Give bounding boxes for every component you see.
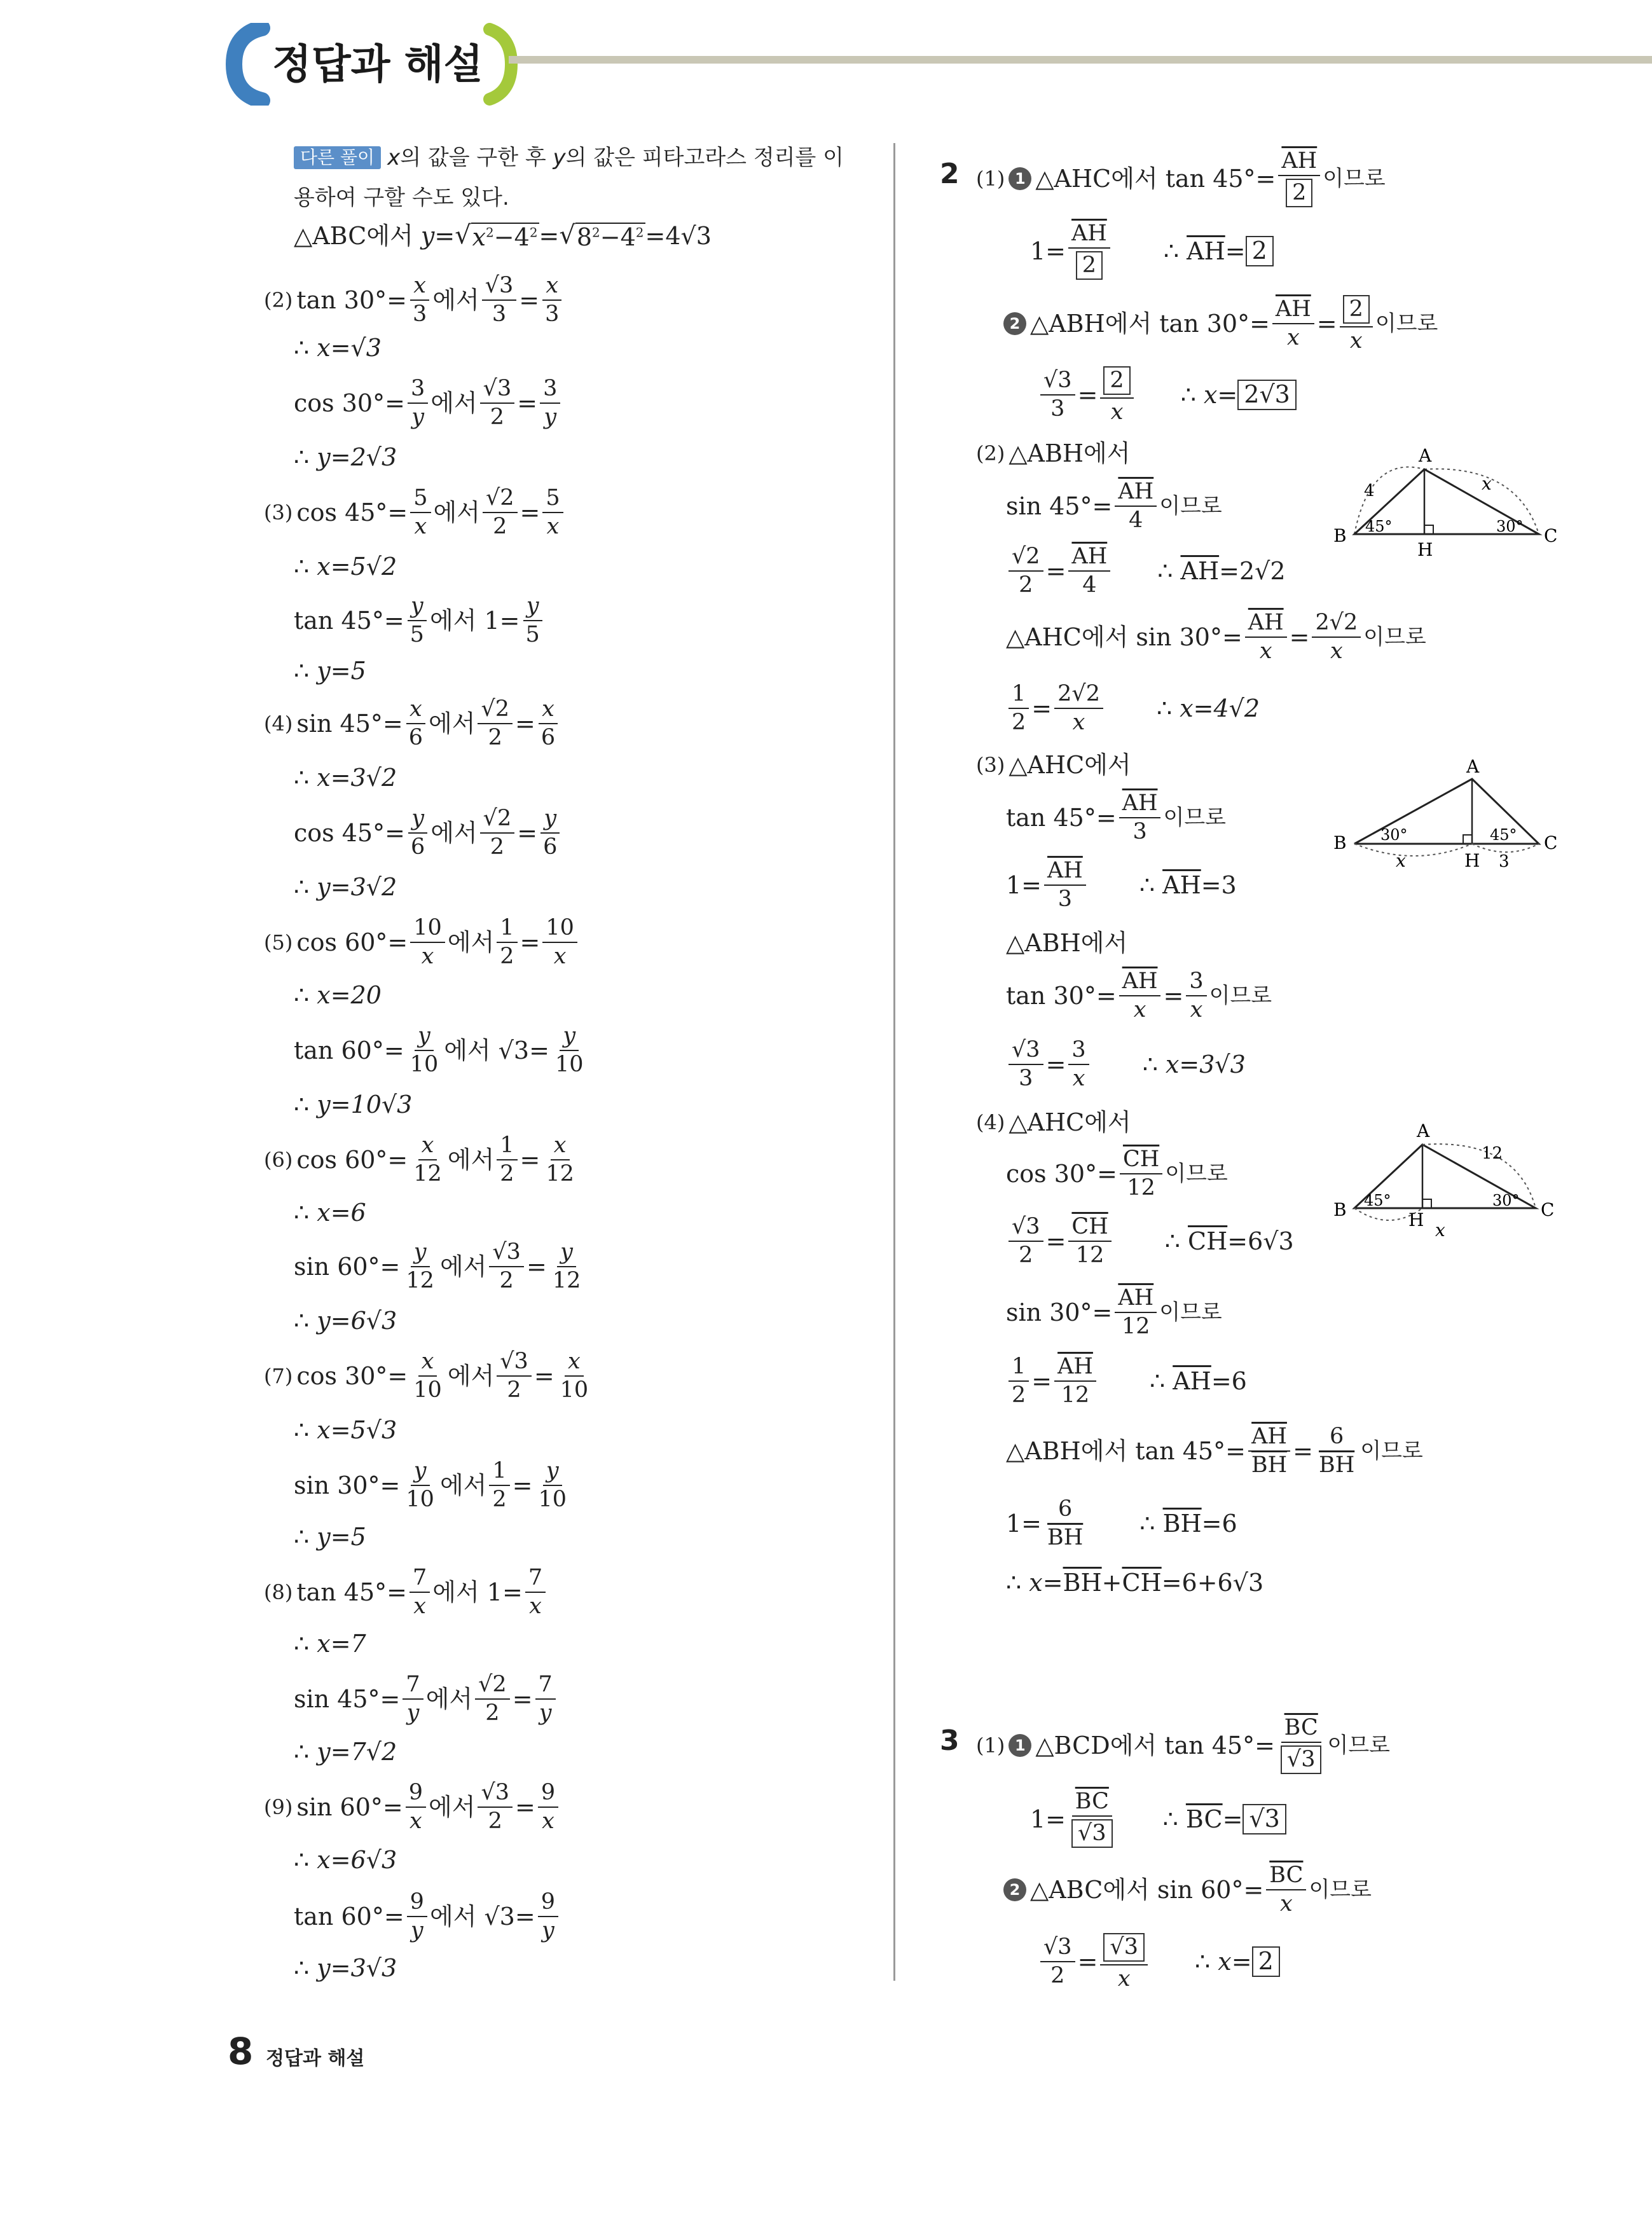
label-x: x (1435, 1220, 1445, 1240)
result (294, 554, 397, 579)
label-A: A (1417, 1120, 1430, 1141)
text: sin 30°= (1006, 1298, 1113, 1326)
text: △ABC에서 (1030, 1876, 1150, 1904)
label-angle-B: 45° (1364, 1192, 1391, 1209)
p2-2-sin45: sin 45°= $\frac{\overline{AH}}{4}$ 이므로 (1006, 479, 1222, 533)
answer-box: 2√3 (1237, 380, 1297, 410)
label-C: C (1544, 525, 1558, 546)
text: △ABH에서 (1006, 929, 1128, 957)
segment: $\overline{AH}$ (1119, 970, 1161, 996)
therefore: ∴ (1006, 1569, 1022, 1597)
segment: $\overline{AH}$ (1115, 1287, 1157, 1313)
text: 에서 (429, 710, 476, 738)
p2-3-eq1: 1= $\frac{\overline{AH}}{3}$ ∴ $\overline{AH}$ =3 (1006, 858, 1237, 912)
result-value: y=5 (317, 1523, 366, 1551)
text: cos 30°= (296, 1362, 408, 1390)
therefore: ∴ (294, 1523, 310, 1551)
p3-1-eq1: 1= $\frac{\overline{BC}}{√3}$ ∴ $\overline{BC}$ = √3 (1030, 1791, 1286, 1848)
result (294, 875, 397, 899)
p2-3-tan45: tan 45°= $\frac{\overline{AH}}{3}$ 이므로 (1006, 790, 1227, 844)
segment: $\overline{BH}$ (1063, 1569, 1102, 1597)
therefore: ∴ (294, 1846, 310, 1874)
result-value: y=3√2 (317, 873, 397, 901)
label-angle-B: 30° (1380, 826, 1408, 844)
label-B: B (1333, 1199, 1347, 1220)
answer-box: √3 (1071, 1819, 1113, 1848)
text: 이므로 (1163, 805, 1227, 830)
text: 이므로 (1165, 1161, 1228, 1187)
text: 에서 (429, 1793, 476, 1821)
result (294, 1848, 397, 1872)
step-8-sin45: sin 45°= $\frac{7}{y}$ 에서 $\frac{√2}{2}$ = $\frac{7}{y}$ (294, 1674, 558, 1724)
text: sin 45°= (1006, 492, 1113, 520)
segment: $\overline{AH}$ (1187, 237, 1225, 265)
p3-1-step1 (976, 1717, 1390, 1774)
result-value: =6 (1201, 1510, 1237, 1538)
segment: $\overline{AH}$ (1180, 557, 1220, 585)
text: △ABH에서 (1006, 1437, 1128, 1465)
segment: $\overline{CH}$ (1068, 1216, 1111, 1242)
result-value: x=5√2 (317, 553, 397, 581)
step-circle: 2 (1003, 1878, 1026, 1901)
p2-4-cos30: cos 30°= $\frac{\overline{CH}}{12}$ 이므로 (1006, 1146, 1228, 1201)
answer-box: 2 (1286, 179, 1312, 207)
p2-3-tan30: tan 30°= $\frac{\overline{AH}}{x}$ = $\frac{3}{x}$ 이므로 (1006, 968, 1272, 1022)
problem-label: (5) (264, 930, 293, 954)
text: sin 60°= (296, 1793, 403, 1821)
p2-3-eq2: $\frac{√3}{3}$ = $\frac{3}{x}$ ∴ x=3√3 (1006, 1039, 1246, 1090)
p3-1-eq2: $\frac{√3}{2}$ = $\frac{√3}{x}$ ∴ x= 2 (1038, 1933, 1280, 1990)
therefore: ∴ (294, 1954, 310, 1982)
problem-label: (2) (264, 288, 293, 312)
step-5-cos60: (5) cos 60°= $\frac{10}{x}$ 에서 $\frac{1}{2}$ = $\frac{10}{x}$ (264, 917, 580, 968)
therefore: ∴ (1180, 380, 1196, 409)
result (294, 659, 366, 683)
label-A: A (1466, 756, 1480, 777)
label-H: H (1417, 539, 1433, 560)
text: 에서 (429, 607, 477, 635)
step-8-tan45: (8) tan 45°= $\frac{7}{x}$ 에서 1= $\frac{7}{x}$ (264, 1567, 548, 1618)
p2-4-final (1006, 1571, 1263, 1595)
step-6-cos60: (6) cos 60°= $\frac{x}{12}$ 에서 $\frac{1}{2}$ = $\frac{x}{12}$ (264, 1132, 574, 1187)
column-divider (893, 143, 895, 1981)
result-value: x=3√2 (317, 764, 397, 792)
result-value: x=6 (317, 1199, 366, 1227)
alt-solution-line1 (294, 146, 844, 169)
triangle-diagram-2 (1326, 439, 1567, 566)
result (294, 336, 382, 360)
therefore: ∴ (294, 334, 310, 362)
step-7-sin30: sin 30°= $\frac{y}{10}$ 에서 $\frac{1}{2}$ = $\frac{y}{10}$ (294, 1458, 567, 1512)
text: 에서 (447, 928, 495, 956)
therefore: ∴ (1162, 1805, 1178, 1833)
therefore: ∴ (294, 1738, 310, 1766)
alt-solution-line2 (294, 187, 509, 209)
segment: $\overline{AH}$ (1068, 223, 1110, 249)
answer-box: 2 (1103, 366, 1130, 395)
text: x= (1029, 1569, 1063, 1597)
problem-label: (9) (264, 1795, 293, 1819)
segment: $\overline{AH}$ (1162, 871, 1201, 899)
text: tan 45°= (1006, 804, 1117, 832)
problem-number-2: 2 (940, 158, 960, 190)
problem-label: (7) (264, 1364, 293, 1388)
text: 에서 (430, 819, 478, 847)
therefore: ∴ (294, 1416, 310, 1444)
text: 에서 (425, 1685, 473, 1713)
problem-number-3: 3 (940, 1724, 960, 1757)
var-x: x (387, 145, 401, 170)
therefore: ∴ (294, 1630, 310, 1658)
segment: $\overline{AH}$ (1044, 860, 1086, 886)
therefore: ∴ (1139, 1510, 1155, 1538)
result-value: x=20 (317, 981, 382, 1009)
text: tan 45°= (296, 1578, 407, 1606)
p3-1-step2: 2 △ABC에서 sin 60°= $\frac{\overline{BC}}{x}$ 이므로 (1003, 1864, 1372, 1915)
text: cos 30°= (1006, 1160, 1117, 1188)
text: sin 45°= (294, 1685, 401, 1713)
result-value: x=6√3 (317, 1846, 397, 1874)
text: 에서 (432, 286, 479, 314)
text: 에서 (429, 1903, 477, 1931)
answer-box: 2 (1246, 236, 1274, 266)
segment: $\overline{AH}$ (1068, 546, 1110, 572)
text: x= (1203, 380, 1238, 409)
alt-solution-line3: △ABC에서 y = √ $x^2-4^2$ = √ $8^2-4^2$ =4√3 (294, 221, 712, 251)
segment: $\overline{AH}$ (1245, 612, 1287, 638)
text: 1= (1006, 1510, 1042, 1538)
text: 에서 (439, 1253, 487, 1281)
text: △AHC에서 (1008, 751, 1131, 779)
p2-4-eq3: 1= $\frac{6}{BH}$ ∴ $\overline{BH}$ =6 (1006, 1496, 1237, 1550)
p2-1-step1 (976, 150, 1386, 207)
footer-label: 정답과 해설 (266, 2048, 365, 2070)
p2-4-eq2: $\frac{1}{2}$ = $\frac{\overline{AH}}{12}$ ∴ $\overline{AH}$ =6 (1006, 1356, 1247, 1407)
problem-label: (4) (976, 1110, 1005, 1134)
problem-label: (1) (976, 1733, 1005, 1758)
answer-box: √3 (1281, 1745, 1322, 1774)
problem-label: (3) (264, 500, 293, 525)
therefore: ∴ (1139, 871, 1155, 899)
text: 에서 (433, 499, 480, 527)
text: cos 45°= (296, 499, 408, 527)
text: tan 60°= (294, 1036, 404, 1064)
result-value: y=10√3 (317, 1091, 413, 1118)
segment: $\overline{AH}$ (1054, 1356, 1096, 1382)
step-4-cos45: cos 45°= $\frac{y}{6}$ 에서 $\frac{√2}{2}$ = $\frac{y}{6}$ (294, 808, 563, 858)
label-side: 4 (1364, 481, 1375, 500)
label-angle-B: 45° (1365, 518, 1393, 535)
label-B: B (1333, 832, 1347, 853)
problem-label: (1) (976, 166, 1005, 191)
step-9-sin60: (9) sin 60°= $\frac{9}{x}$ 에서 $\frac{√3}{2}$ = $\frac{9}{x}$ (264, 1782, 561, 1833)
therefore: ∴ (1156, 694, 1173, 722)
label-seg: 3 (1499, 852, 1510, 871)
result (294, 1092, 412, 1117)
text: 이므로 (1159, 493, 1222, 519)
answer-box: 2 (1252, 1946, 1280, 1977)
result-value: y=7√2 (317, 1738, 397, 1766)
problem-label: (3) (976, 753, 1005, 777)
problem-label: (4) (264, 712, 293, 736)
step-circle: 1 (1008, 1734, 1031, 1757)
label-H: H (1464, 850, 1480, 871)
text: 이므로 (1309, 1877, 1372, 1903)
therefore: ∴ (294, 1307, 310, 1335)
text: tan 60°= (294, 1903, 404, 1931)
p2-3-abh (1006, 931, 1127, 955)
text: tan 45°= (1135, 1437, 1246, 1465)
therefore: ∴ (1195, 1947, 1211, 1976)
text: 에서 (444, 1036, 491, 1064)
p2-2-eq2: $\frac{1}{2}$ = $\frac{2√2}{x}$ ∴ x=4√2 (1006, 683, 1260, 734)
answer-box: 2 (1343, 295, 1370, 324)
therefore: ∴ (294, 764, 310, 792)
result-value: y=6√3 (317, 1307, 397, 1335)
therefore: ∴ (294, 553, 310, 581)
text: sin 60°= (294, 1253, 401, 1281)
answer-box: √3 (1242, 1804, 1286, 1834)
result (294, 983, 382, 1007)
therefore: ∴ (294, 1199, 310, 1227)
result-value: x=√3 (317, 334, 382, 362)
segment: $\overline{AH}$ (1173, 1367, 1211, 1395)
result (294, 1525, 366, 1549)
segment: BH (1251, 1452, 1288, 1478)
text: x= (1218, 1947, 1252, 1976)
text: △AHC에서 (1035, 164, 1158, 193)
triangle-diagram-3 (1326, 754, 1567, 881)
right-bracket-icon (482, 23, 520, 106)
label-angle-C: 45° (1490, 826, 1517, 844)
label-angle-C: 30° (1492, 1192, 1520, 1209)
segment: $\overline{BC}$ (1281, 1717, 1321, 1743)
result (294, 1956, 397, 1980)
problem-label: (8) (264, 1580, 293, 1604)
segment: $\overline{BC}$ (1185, 1805, 1223, 1833)
text: 용하여 구할 수도 있다. (294, 185, 509, 210)
p2-2-head (976, 441, 1130, 465)
step-circle: 2 (1003, 312, 1026, 335)
text: cos 60°= (296, 928, 408, 956)
answer-box: √3 (1103, 1933, 1145, 1962)
therefore: ∴ (1164, 1227, 1180, 1255)
segment: $\overline{AH}$ (1272, 298, 1314, 324)
header-rule (509, 56, 1652, 64)
therefore: ∴ (294, 873, 310, 901)
segment: $\overline{BC}$ (1266, 1864, 1306, 1890)
result (294, 1740, 397, 1764)
therefore: ∴ (294, 443, 310, 471)
p2-2-sin30: △AHC에서 sin 30°= $\frac{\overline{AH}}{x}$ = $\frac{2√2}{x}$ 이므로 (1006, 610, 1426, 664)
problem-label: (6) (264, 1148, 293, 1172)
result (294, 1418, 397, 1442)
step-2-tan30: (2) tan 30°= $\frac{x}{3}$ 에서 $\frac{√3}{3}$ = $\frac{x}{3}$ (264, 275, 565, 326)
p2-4-eq1: $\frac{√3}{2}$ = $\frac{\overline{CH}}{12}$ ∴ $\overline{CH}$ =6√3 (1006, 1216, 1294, 1267)
result-value: x=3√3 (1165, 1050, 1246, 1078)
p2-3-head (976, 753, 1131, 777)
result-value: y=5 (317, 657, 366, 685)
text: tan 45°= (1164, 1731, 1275, 1759)
segment: $\overline{CH}$ (1120, 1148, 1162, 1174)
segment: BH (1047, 1525, 1084, 1550)
text: 의 값은 피타고라스 정리를 이 (565, 145, 844, 170)
result-value: =6√3 (1227, 1227, 1294, 1255)
text: △ABC에서 (294, 222, 421, 250)
text: 1= (1030, 1805, 1066, 1833)
answer-box: 2 (1076, 251, 1103, 280)
text: tan 30°= (296, 286, 407, 314)
text: △AHC에서 (1008, 1108, 1131, 1136)
therefore: ∴ (294, 981, 310, 1009)
therefore: ∴ (1149, 1367, 1166, 1395)
text: 에서 (430, 389, 478, 417)
text: cos 60°= (296, 1146, 408, 1174)
result (294, 445, 397, 469)
text: sin 30°= (1136, 623, 1242, 651)
label-C: C (1544, 832, 1558, 853)
segment: $\overline{AH}$ (1248, 1426, 1290, 1452)
text: + (1101, 1569, 1122, 1597)
therefore: ∴ (1157, 557, 1173, 585)
text: 이므로 (1159, 1300, 1222, 1325)
text: sin 60°= (1157, 1876, 1264, 1904)
result-value: y=3√3 (317, 1954, 397, 1982)
segment: $\overline{AH}$ (1115, 481, 1157, 507)
text: tan 30°= (1006, 982, 1117, 1010)
step-2-cos30: cos 30°= $\frac{3}{y}$ 에서 $\frac{√3}{2}$ = $\frac{3}{y}$ (294, 378, 563, 429)
text: tan 45°= (1165, 164, 1276, 193)
step-6-sin60: sin 60°= $\frac{y}{12}$ 에서 $\frac{√3}{2}$ = $\frac{y}{12}$ (294, 1239, 581, 1293)
label-H: H (1408, 1209, 1424, 1230)
text: △AHC에서 (1006, 623, 1129, 651)
text: 1= (1006, 871, 1042, 899)
text: 1= (1030, 237, 1066, 265)
label-C: C (1541, 1199, 1555, 1220)
result (294, 1201, 366, 1225)
text: sin 30°= (294, 1471, 401, 1499)
text: tan 30°= (1159, 309, 1270, 338)
text: sin 45°= (296, 710, 403, 738)
result-value: x=5√3 (317, 1416, 397, 1444)
text: 이므로 (1323, 165, 1386, 191)
segment: $\overline{BC}$ (1072, 1791, 1112, 1817)
p2-1-eq1: 1= $\frac{\overline{AH}}{2}$ ∴ $\overline{AH}$ = 2 (1030, 223, 1274, 280)
result-value: =6 (1211, 1367, 1247, 1395)
step-7-cos30: (7) cos 30°= $\frac{x}{10}$ 에서 $\frac{√3}{2}$ = $\frac{x}{10}$ (264, 1349, 589, 1403)
text: 이므로 (1209, 983, 1272, 1008)
segment: $\overline{CH}$ (1188, 1227, 1228, 1255)
step-4-sin45: (4) sin 45°= $\frac{x}{6}$ 에서 $\frac{√2}{2}$ = $\frac{x}{6}$ (264, 698, 561, 749)
triangle-diagram-4 (1326, 1113, 1567, 1240)
result-value: x=7 (317, 1630, 366, 1658)
p2-4-head (976, 1110, 1131, 1134)
segment: $\overline{AH}$ (1119, 792, 1161, 818)
text: 에서 (447, 1362, 495, 1390)
left-bracket-icon (223, 23, 273, 106)
p2-1-step2: 2 △ABH에서 tan 30°= $\frac{\overline{AH}}{x}$ = $\frac{2}{x}$ 이므로 (1003, 295, 1438, 352)
result-value: y=2√3 (317, 443, 397, 471)
text: 에서 (447, 1146, 495, 1174)
therefore: ∴ (1163, 237, 1180, 265)
label-x: x (1396, 850, 1406, 871)
segment: BH (1319, 1452, 1355, 1478)
label-side: 12 (1482, 1144, 1503, 1163)
text: 이므로 (1363, 624, 1426, 650)
label-x: x (1482, 473, 1492, 494)
text: cos 30°= (294, 389, 405, 417)
therefore: ∴ (294, 1091, 310, 1118)
text: △ABH에서 (1008, 439, 1131, 467)
p2-4-sin30: sin 30°= $\frac{\overline{AH}}{12}$ 이므로 (1006, 1285, 1222, 1339)
label-angle-C: 30° (1496, 518, 1524, 535)
text: 에서 (432, 1578, 479, 1606)
problem-label: (2) (976, 441, 1005, 465)
text: cos 45°= (294, 819, 405, 847)
p2-4-tan45: △ABH에서 tan 45°= $\frac{\overline{AH}}{BH}$ = $\frac{6}{BH}$ 이므로 (1006, 1424, 1423, 1478)
text: △BCD에서 (1035, 1731, 1157, 1759)
page-number: 8 (228, 2030, 254, 2073)
segment: $\overline{CH}$ (1122, 1569, 1162, 1597)
step-3-cos45: (3) cos 45°= $\frac{5}{x}$ 에서 $\frac{√2}{2}$ = $\frac{5}{x}$ (264, 487, 566, 538)
text: 의 값을 구한 후 (400, 145, 553, 170)
result-value: x=4√2 (1180, 694, 1260, 722)
text: 이므로 (1375, 310, 1438, 336)
segment: $\overline{BH}$ (1162, 1510, 1202, 1538)
result (294, 766, 397, 790)
p2-1-eq2: $\frac{√3}{3}$ = $\frac{2}{x}$ ∴ x= 2√3 (1038, 366, 1297, 423)
header-title: 정답과 해설 (272, 41, 483, 88)
text: △ABH에서 (1030, 309, 1152, 338)
var-y: y (553, 145, 566, 170)
label-B: B (1333, 525, 1347, 546)
result (294, 1632, 366, 1656)
alt-solution-badge: 다른 풀이 (294, 146, 381, 169)
therefore: ∴ (1142, 1050, 1158, 1078)
segment: $\overline{AH}$ (1278, 150, 1320, 176)
result (294, 1309, 397, 1333)
step-circle: 1 (1008, 167, 1031, 190)
text: 에서 (439, 1471, 487, 1499)
therefore: ∴ (294, 657, 310, 685)
label-A: A (1419, 445, 1432, 466)
text: tan 45°= (294, 607, 404, 635)
step-5-tan60: tan 60°= $\frac{y}{10}$ 에서 √3= $\frac{y}{10}$ (294, 1023, 584, 1077)
step-3-tan45: tan 45°= $\frac{y}{5}$ 에서 1= $\frac{y}{5}$ (294, 595, 546, 646)
result-value: =2√2 (1219, 557, 1286, 585)
text: 이므로 (1327, 1732, 1391, 1758)
p2-2-eq: $\frac{√2}{2}$ = $\frac{\overline{AH}}{4}$ ∴ $\overline{AH}$ =2√2 (1006, 546, 1286, 596)
result-value: =3 (1201, 871, 1237, 899)
step-9-tan60: tan 60°= $\frac{9}{y}$ 에서 √3= $\frac{9}{y}$ (294, 1891, 561, 1942)
result-value: =6+6√3 (1161, 1569, 1264, 1597)
text: 이므로 (1360, 1438, 1423, 1464)
